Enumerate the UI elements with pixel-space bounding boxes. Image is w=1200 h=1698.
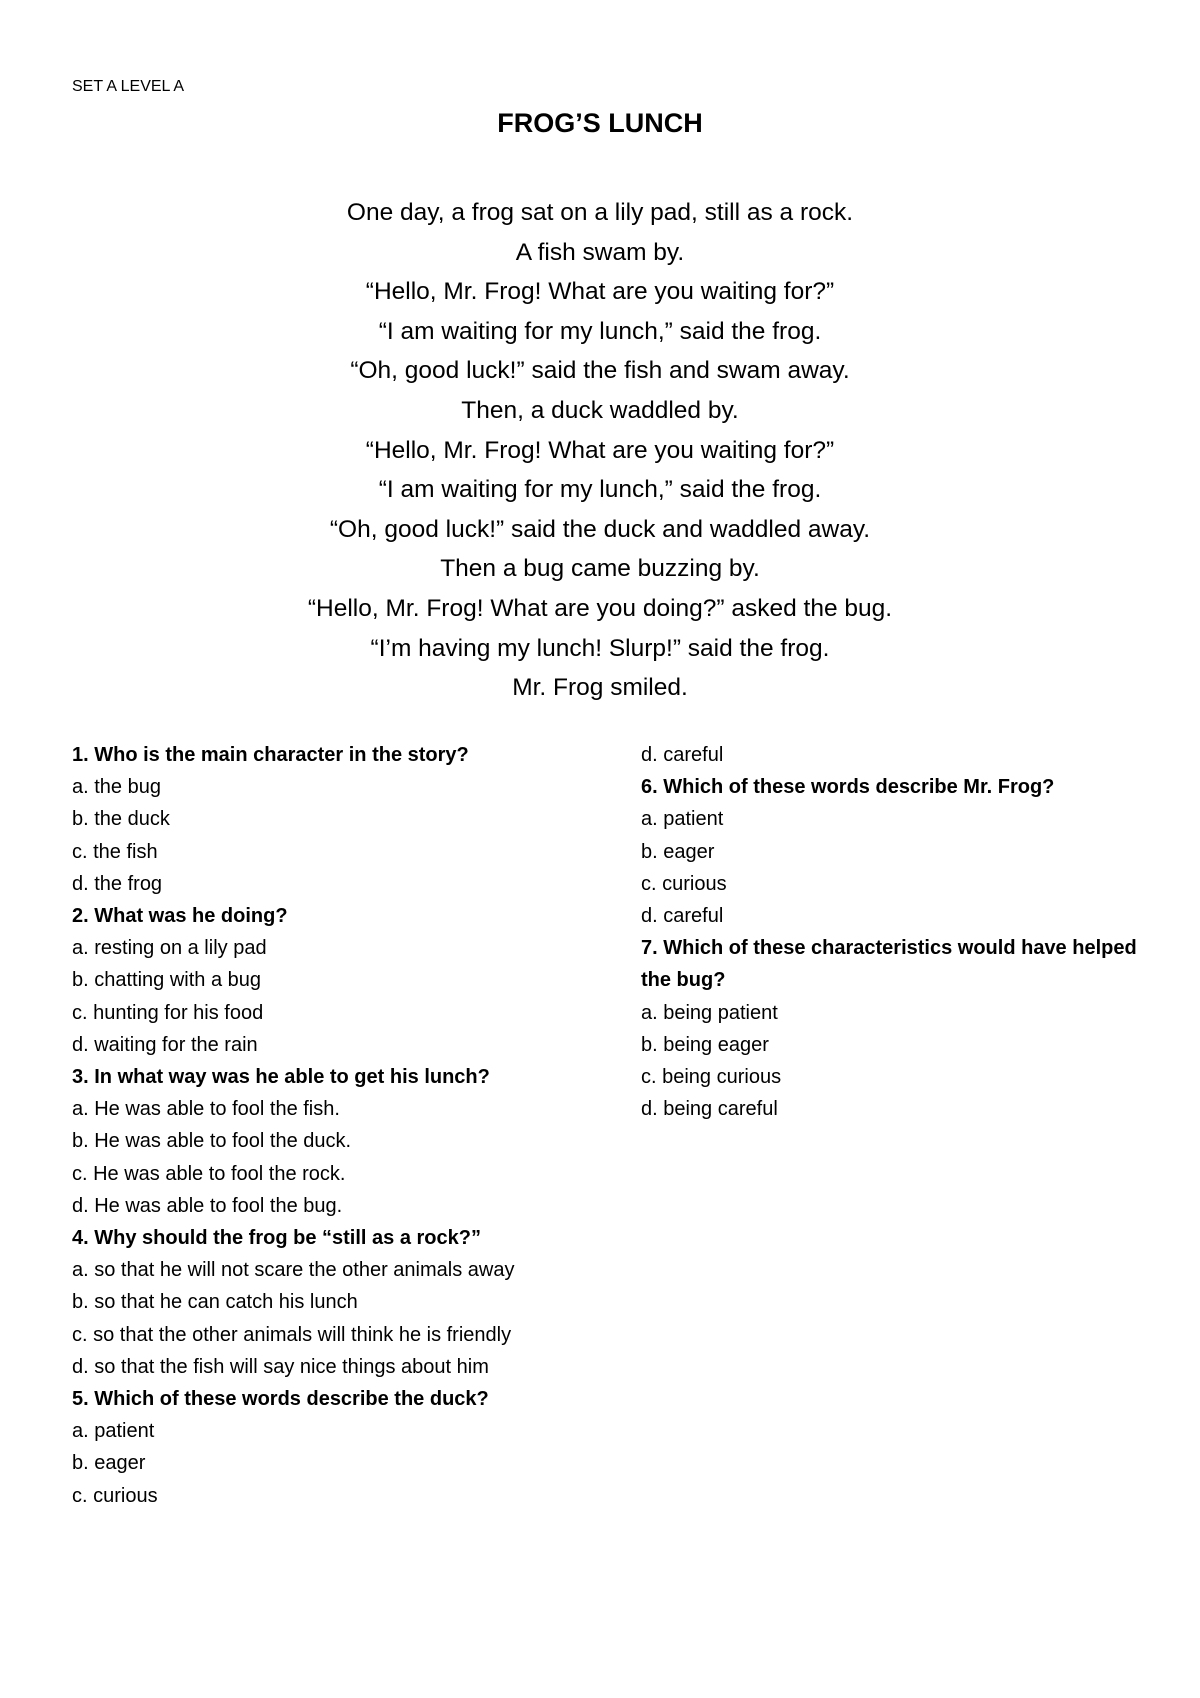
answer-option: d. careful [641,905,724,928]
story-line: One day, a frog sat on a lily pad, still as a rock. [346,199,854,226]
answer-option: a. patient [641,808,724,831]
answer-option: c. so that the other animals will think he is friendly [72,1323,512,1346]
question-title: 1. Who is the main character in the story? [72,744,469,766]
story-text [0,193,1200,708]
answer-option: a. so that he will not scare the other animals away [72,1259,515,1282]
story-line: “Hello, Mr. Frog! What are you waiting for?” [365,436,835,464]
answer-option: a. He was able to fool the fish. [72,1098,340,1121]
answer-option: b. the duck [72,808,170,831]
answer-option: d. waiting for the rain [72,1033,258,1056]
story-line: “I am waiting for my lunch,” said the frog. [378,476,822,504]
answer-option: d. the frog [72,872,163,895]
questions-left-column [72,739,572,1512]
answer-option: c. hunting for his food [72,1001,264,1024]
questions-right-column [641,739,1161,1125]
answer-option: a. resting on a lily pad [72,937,267,960]
story-line: Then, a duck waddled by. [461,396,739,424]
answer-option: d. so that the fish will say nice things about him [72,1355,489,1378]
answer-option: c. curious [72,1484,158,1507]
story-line: “Hello, Mr. Frog! What are you doing?” asked the bug. [307,594,893,622]
answer-option: d. careful [641,744,724,766]
story-line: Then a bug came buzzing by. [440,555,760,583]
question-title: 5. Which of these words describe the duck? [72,1388,489,1411]
answer-option: a. patient [72,1420,155,1443]
answer-option: c. the fish [72,840,158,863]
question-title: 7. Which of these characteristics would have helped the bug? [641,937,1137,992]
story-line: “Oh, good luck!” said the duck and waddled away. [329,515,871,543]
page-title: FROG’S LUNCH [497,108,703,138]
answer-option: b. being eager [641,1033,769,1056]
answer-option: c. He was able to fool the rock. [72,1162,346,1185]
answer-option: b. He was able to fool the duck. [72,1130,352,1153]
question-title: 6. Which of these words describe Mr. Frog? [641,776,1055,799]
story-line: “Oh, good luck!” said the fish and swam away. [350,357,850,385]
answer-option: c. being curious [641,1066,782,1089]
question-title: 4. Why should the frog be “still as a rock?” [72,1227,481,1250]
answer-option: a. the bug [72,776,161,799]
answer-option: b. so that he can catch his lunch [72,1291,358,1314]
answer-option: b. chatting with a bug [72,969,262,992]
set-level-label: SET A LEVEL A [72,78,185,95]
story-line: A fish swam by. [515,238,685,266]
answer-option: a. being patient [641,1001,778,1024]
question-title: 2. What was he doing? [72,905,288,928]
question-title: 3. In what way was he able to get his lunch? [72,1066,490,1089]
answer-option: b. eager [72,1452,146,1475]
answer-option: d. He was able to fool the bug. [72,1194,343,1217]
story-line: “I am waiting for my lunch,” said the frog. [378,317,822,345]
answer-option: c. curious [641,872,727,895]
story-line: “Hello, Mr. Frog! What are you waiting for?” [365,278,835,306]
answer-option: d. being careful [641,1098,778,1121]
story-line: “I’m having my lunch! Slurp!” said the frog. [370,634,830,662]
answer-option: b. eager [641,840,715,863]
story-line: Mr. Frog smiled. [512,674,688,702]
